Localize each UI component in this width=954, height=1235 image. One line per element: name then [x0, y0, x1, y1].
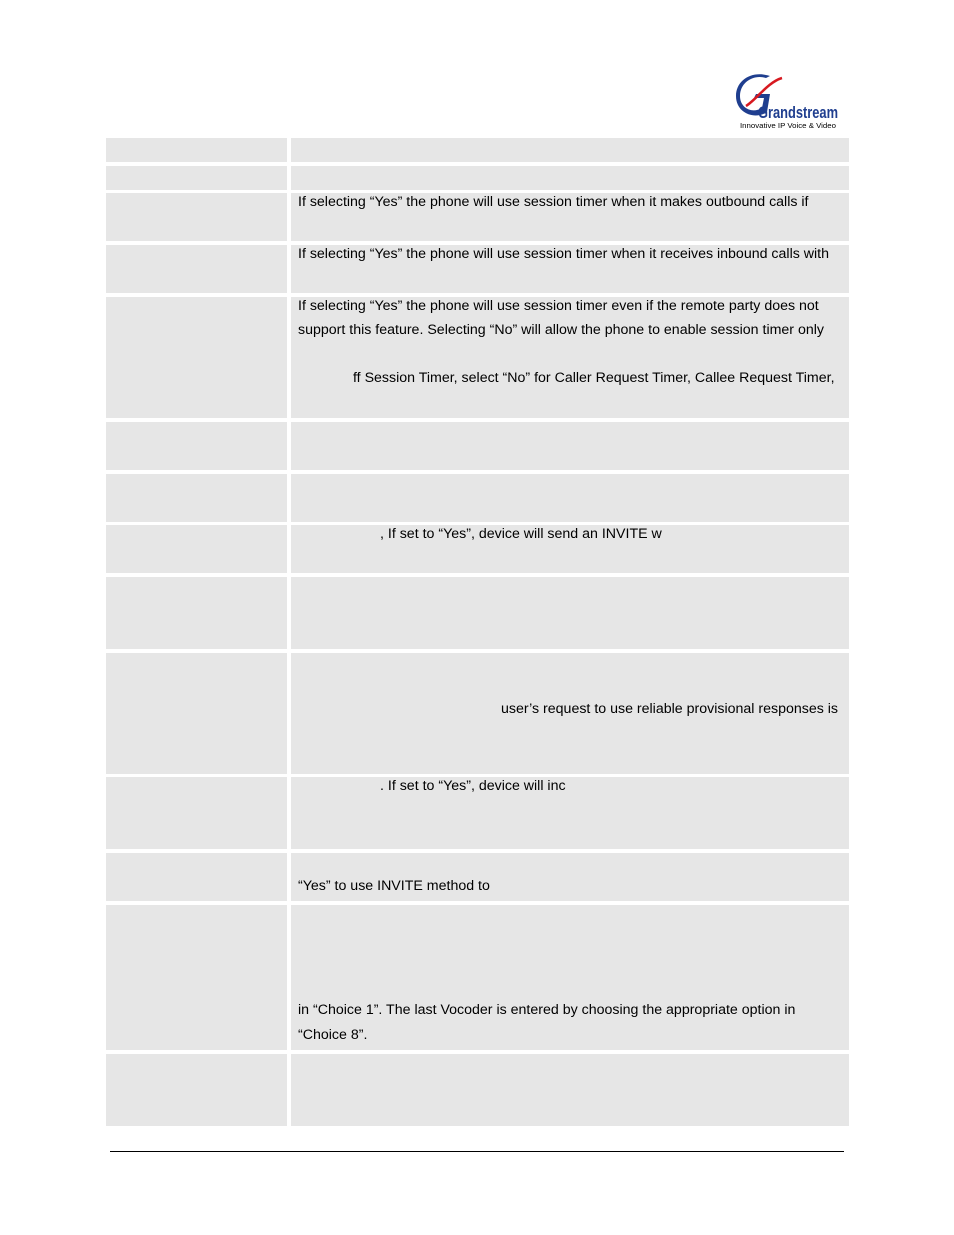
footer-divider — [110, 1151, 844, 1152]
description-cell — [291, 193, 849, 241]
table-row — [106, 777, 849, 849]
option-cell — [106, 853, 287, 901]
description-cell — [291, 905, 849, 1050]
description-cell — [291, 138, 849, 162]
logo-wordmark: Grandstream — [758, 103, 838, 122]
description-cell — [291, 422, 849, 470]
description-text: If selecting “Yes” the phone will use session timer when it receives inbound calls with — [298, 246, 829, 262]
description-text: If selecting “Yes” the phone will use session timer even if the remote party does not — [298, 298, 819, 314]
table-row — [106, 853, 849, 901]
option-cell — [106, 905, 287, 1050]
description-text: in “Choice 1”. The last Vocoder is entered by choosing the appropriate option in — [298, 1002, 796, 1018]
option-cell — [106, 245, 287, 293]
option-cell — [106, 1054, 287, 1126]
description-cell — [291, 653, 849, 774]
table-row — [106, 138, 849, 162]
description-cell — [291, 166, 849, 190]
table-row — [106, 905, 849, 1050]
option-cell — [106, 577, 287, 649]
option-cell — [106, 297, 287, 418]
description-cell — [291, 297, 849, 418]
description-text: , If set to “Yes”, device will send an INVITE w — [380, 526, 662, 542]
description-cell — [291, 525, 849, 573]
option-cell — [106, 138, 287, 162]
table-row — [106, 166, 849, 190]
table-row — [106, 193, 849, 241]
table-row — [106, 297, 849, 418]
description-cell — [291, 245, 849, 293]
option-cell — [106, 422, 287, 470]
option-cell — [106, 474, 287, 522]
table-row — [106, 474, 849, 522]
description-text: “Choice 8”. — [298, 1027, 368, 1043]
description-cell — [291, 1054, 849, 1126]
description-text: “Yes” to use INVITE method to — [298, 878, 490, 894]
table-row — [106, 245, 849, 293]
logo-tagline: Innovative IP Voice & Video — [740, 123, 837, 130]
option-cell — [106, 166, 287, 190]
description-text: user’s request to use reliable provisional responses is — [501, 701, 839, 717]
table-row — [106, 653, 849, 774]
option-cell — [106, 525, 287, 573]
option-cell — [106, 653, 287, 774]
table-row — [106, 1054, 849, 1126]
option-cell — [106, 777, 287, 849]
table-row — [106, 422, 849, 470]
table-row — [106, 525, 849, 573]
grandstream-logo — [736, 72, 840, 132]
description-cell — [291, 853, 849, 901]
description-cell — [291, 777, 849, 849]
description-text: . If set to “Yes”, device will inc — [380, 778, 566, 794]
description-cell — [291, 474, 849, 522]
option-cell — [106, 193, 287, 241]
description-text: ff Session Timer, select “No” for Caller Request Timer, Callee Request Timer, — [353, 370, 835, 386]
description-text: If selecting “Yes” the phone will use session timer when it makes outbound calls if — [298, 194, 809, 210]
grandstream-logo-icon — [736, 72, 840, 132]
description-text: support this feature. Selecting “No” will allow the phone to enable session timer only — [298, 322, 825, 338]
description-cell — [291, 577, 849, 649]
table-row — [106, 577, 849, 649]
